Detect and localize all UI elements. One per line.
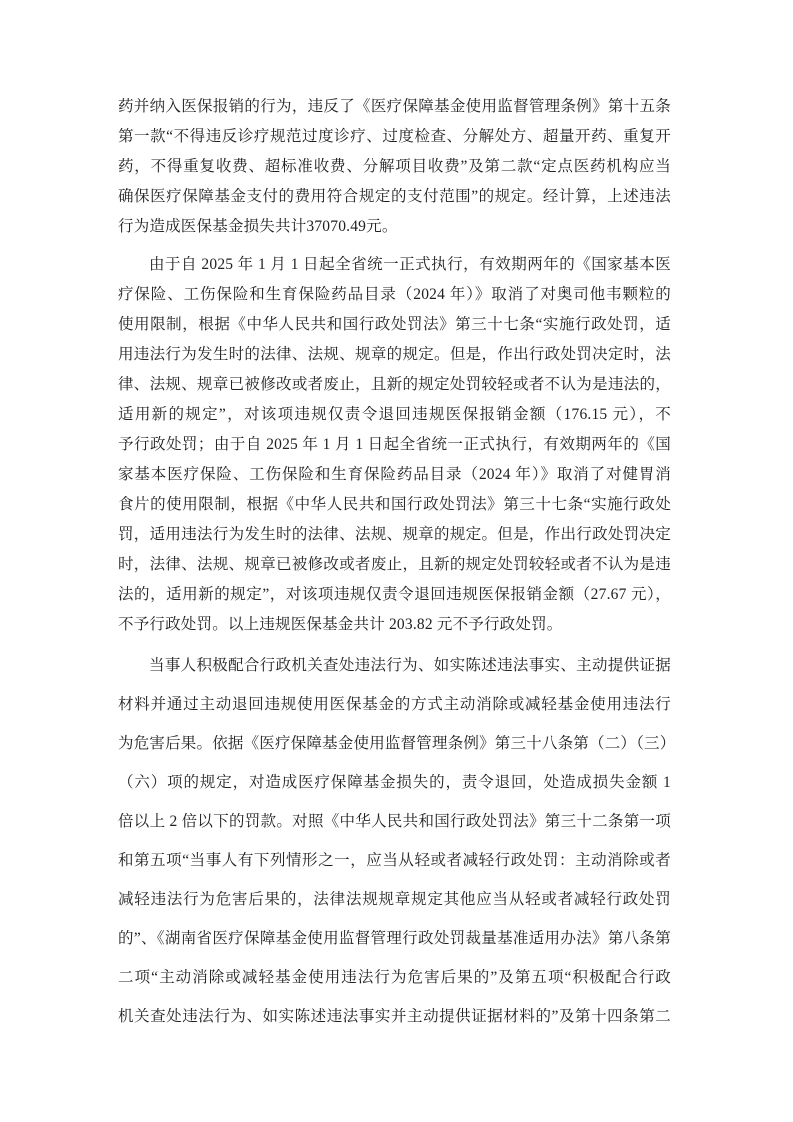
text-line: 罚，适用违法行为发生时的法律、法规、规章的规定。但是，作出行政处罚决定 — [118, 526, 671, 543]
text-line: 疗保险、工伤保险和生育保险药品目录（2024 年）》取消了对奥司他韦颗粒的 — [118, 286, 671, 303]
text-line: 为危害后果。依据《医疗保障基金使用监督管理条例》第三十八条第（二）（三） — [118, 735, 676, 752]
text-line: 适用新的规定”，对该项违规仅责令退回违规医保报销金额（176.15 元），不 — [118, 406, 671, 423]
text-line: 当事人积极配合行政机关查处违法行为、如实陈述违法事实、主动提供证据 — [149, 657, 671, 674]
text-line: 食片的使用限制，根据《中华人民共和国行政处罚法》第三十七条“实施行政处 — [118, 496, 671, 513]
text-line: 行为造成医保基金损失共计37070.49元。 — [118, 218, 398, 235]
text-line: 减轻违法行为危害后果的，法律法规规章规定其他应当从轻或者减轻行政处罚 — [118, 891, 671, 908]
text-line: 和第五项“当事人有下列情形之一，应当从轻或者减轻行政处罚：主动消除或者 — [118, 852, 671, 869]
text-line: 二项“主动消除或减轻基金使用违法行为危害后果的”及第五项“积极配合行政 — [118, 969, 671, 986]
text-line: 律、法规、规章已被修改或者废止，且新的规定处罚较轻或者不认为是违法的， — [118, 376, 671, 393]
text-line: 不予行政处罚。以上违规医保基金共计 203.82 元不予行政处罚。 — [118, 616, 563, 633]
text-line: 确保医疗保障基金支付的费用符合规定的支付范围”的规定。经计算，上述违法 — [118, 188, 671, 205]
text-line: 使用限制，根据《中华人民共和国行政处罚法》第三十七条“实施行政处罚，适 — [118, 316, 671, 333]
text-line: 药，不得重复收费、超标准收费、分解项目收费”及第二款“定点医药机构应当 — [118, 158, 671, 175]
text-line: 倍以上 2 倍以下的罚款。对照《中华人民共和国行政处罚法》第三十二条第一项 — [118, 813, 671, 830]
document-body — [118, 92, 676, 1036]
text-line: 材料并通过主动退回违规使用医保基金的方式主动消除或减轻基金使用违法行 — [118, 696, 671, 713]
text-line: 由于自 2025 年 1 月 1 日起全省统一正式执行，有效期两年的《国家基本医 — [149, 256, 671, 273]
paragraph — [118, 646, 676, 1036]
text-line: 时，法律、法规、规章已被修改或者废止，且新的规定处罚较轻或者不认为是违 — [118, 556, 671, 573]
text-line: 家基本医疗保险、工伤保险和生育保险药品目录（2024 年）》取消了对健胃消 — [118, 466, 671, 483]
paragraph — [118, 250, 671, 640]
paragraph — [118, 92, 671, 242]
text-line: 机关查处违法行为、如实陈述违法事实并主动提供证据材料的”及第十四条第二 — [118, 1008, 671, 1025]
text-line: 法的，适用新的规定”，对该项违规仅责令退回违规医保报销金额（27.67 元）， — [118, 586, 671, 603]
text-line: 药并纳入医保报销的行为，违反了《医疗保障基金使用监督管理条例》第十五条 — [118, 98, 671, 115]
text-line: 的”、《湖南省医疗保障基金使用监督管理行政处罚裁量基准适用办法》第八条第 — [118, 930, 671, 947]
text-line: 用违法行为发生时的法律、法规、规章的规定。但是，作出行政处罚决定时，法 — [118, 346, 671, 363]
text-line: 第一款“不得违反诊疗规范过度诊疗、过度检查、分解处方、超量开药、重复开 — [118, 128, 671, 145]
text-line: （六）项的规定，对造成医疗保障基金损失的，责令退回，处造成损失金额 1 — [118, 774, 671, 791]
text-line: 予行政处罚；由于自 2025 年 1 月 1 日起全省统一正式执行，有效期两年的《国 — [118, 436, 671, 453]
